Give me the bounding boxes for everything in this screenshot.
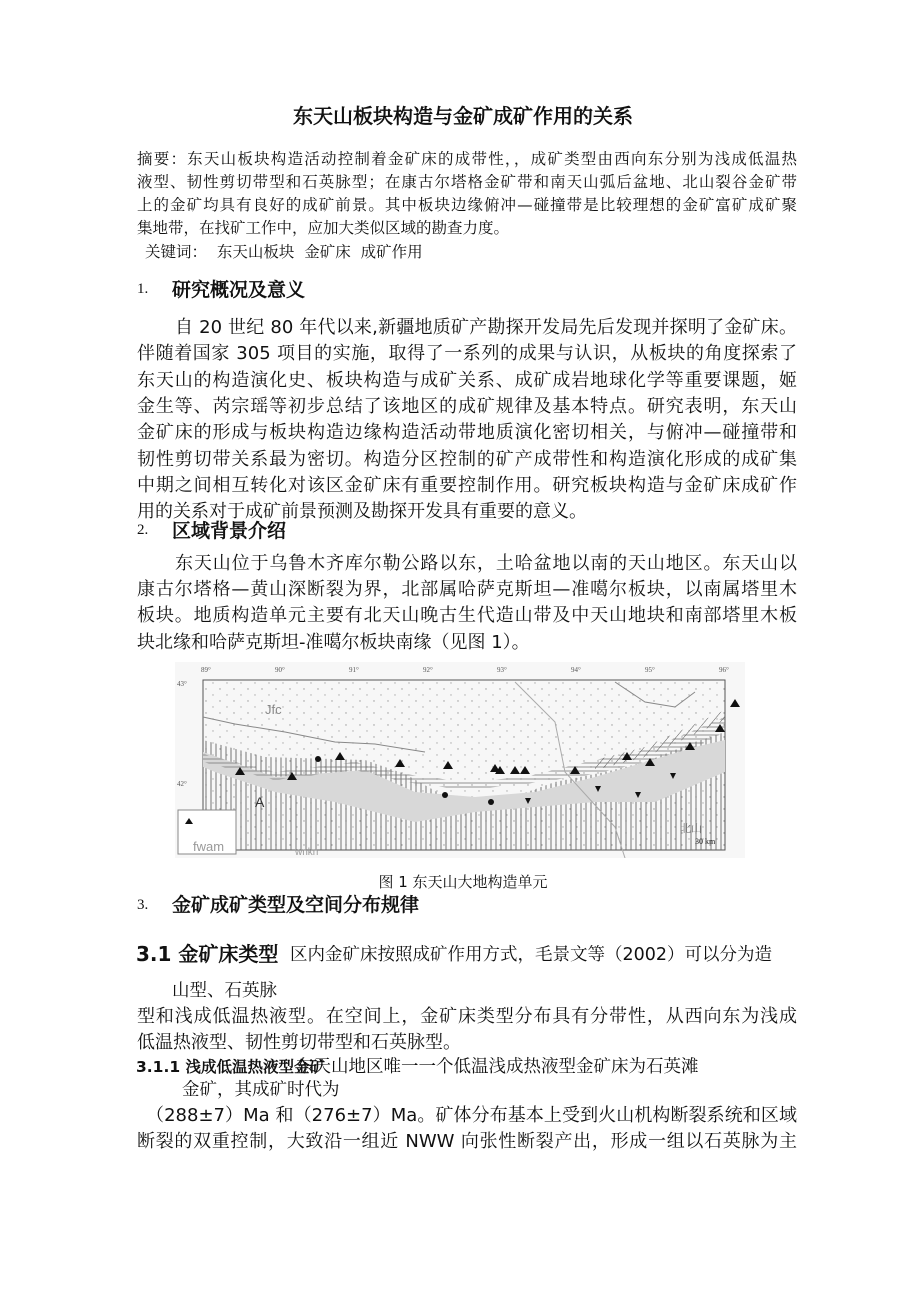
lon-tick: 92°	[423, 666, 433, 674]
paragraph-line: 康古尔塔格—黄山深断裂为界，北部属哈萨克斯坦—准噶尔板块，以南属塔里木	[137, 579, 797, 600]
paragraph-line: （288±7）Ma 和（276±7）Ma。矿体分布基本上受到火山机构断裂系统和区域	[146, 1105, 797, 1126]
paragraph-line: 型和浅成低温热液型。在空间上，金矿床类型分布具有分带性，从西向东为浅成	[137, 1006, 797, 1027]
map-label-jfc: Jfc	[265, 702, 282, 717]
map-label-fwam: fwam	[193, 839, 225, 854]
keywords: 关键词： 东天山板块 金矿床 成矿作用	[145, 243, 423, 261]
paragraph-line: 自 20 世纪 80 年代以来,新疆地质矿产勘探开发局先后发现并探明了金矿床。	[175, 317, 797, 338]
lat-tick: 42°	[177, 780, 187, 788]
paragraph-line: 东天山位于乌鲁木齐库尔勒公路以东，土哈盆地以南的天山地区。东天山以	[175, 553, 797, 574]
subsection-heading: 3.1 金矿床类型	[136, 942, 279, 966]
map-label-a: A	[255, 794, 265, 810]
map-label-wnkn: wnkn	[295, 847, 319, 858]
paragraph-line: 东天山地区唯一一个低温浅成热液型金矿床为石英滩	[296, 1057, 699, 1077]
section-number: 3.	[137, 897, 149, 913]
section-number: 2.	[137, 522, 149, 538]
abstract-line: 摘要：东天山板块构造活动控制着金矿床的成带性，，成矿类型由西向东分别为浅成低温热	[137, 150, 797, 168]
section-heading: 区域背景介绍	[172, 520, 287, 542]
abstract-line: 集地带，在找矿工作中，应加大类似区域的勘查力度。	[137, 219, 510, 237]
paragraph-line: 板块。地质构造单元主要有北天山晚古生代造山带及中天山地块和南部塔里木板	[137, 605, 797, 626]
section-number: 1.	[137, 281, 149, 297]
subsection-heading: 3.1.1 浅成低温热液型金矿	[136, 1058, 326, 1076]
map-label-beishan: 北山	[680, 822, 702, 835]
lon-tick: 90°	[275, 666, 285, 674]
abstract-line: 上的金矿均具有良好的成矿前景。其中板块边缘俯冲—碰撞带是比较理想的金矿富矿成矿聚	[137, 196, 797, 214]
tectonic-map-figure	[175, 662, 745, 858]
abstract-line: 液型、韧性剪切带型和石英脉型；在康古尔塔格金矿带和南天山弧后盆地、北山裂谷金矿带	[137, 173, 797, 191]
paragraph-line: 中期之间相互转化对该区金矿床有重要控制作用。研究板块构造与金矿床成矿作	[137, 475, 797, 496]
paragraph-line: 用的关系对于成矿前景预测及勘探开发具有重要的意义。	[137, 501, 587, 522]
lon-tick: 91°	[349, 666, 359, 674]
paragraph-line: 断裂的双重控制，大致沿一组近 NWW 向张性断裂产出，形成一组以石英脉为主	[137, 1131, 797, 1152]
figure-caption: 图 1 东天山大地构造单元	[378, 873, 548, 891]
section-heading: 金矿成矿类型及空间分布规律	[172, 894, 420, 916]
paragraph-line: 金矿，其成矿时代为	[182, 1080, 340, 1100]
paragraph-line: 韧性剪切带关系最为密切。构造分区控制的矿产成带性和构造演化形成的成矿集	[137, 449, 797, 470]
paragraph-line: 低温热液型、韧性剪切带型和石英脉型。	[137, 1032, 461, 1053]
paragraph-line: 伴随着国家 305 项目的实施，取得了一系列的成果与认识，从板块的角度探索了	[137, 343, 797, 364]
paragraph-line: 金生等、芮宗瑶等初步总结了该地区的成矿规律及基本特点。研究表明，东天山	[137, 396, 797, 417]
map-scale: 30 km	[695, 837, 716, 846]
paragraph-line: 区内金矿床按照成矿作用方式，毛景文等（2002）可以分为造	[290, 945, 773, 965]
lat-tick: 43°	[177, 680, 187, 688]
document-title: 东天山板块构造与金矿成矿作用的关系	[293, 104, 633, 128]
paragraph-line: 金矿床的形成与板块构造边缘构造活动带地质演化密切相关，与俯冲—碰撞带和	[137, 422, 797, 443]
lon-tick: 93°	[497, 666, 507, 674]
lon-tick: 95°	[645, 666, 655, 674]
paragraph-line: 山型、石英脉	[172, 981, 277, 1001]
lon-tick: 94°	[571, 666, 581, 674]
lon-tick: 89°	[201, 666, 211, 674]
lon-tick: 96°	[719, 666, 729, 674]
section-heading: 研究概况及意义	[172, 279, 306, 301]
paragraph-line: 东天山的构造演化史、板块构造与成矿关系、成矿成岩地球化学等重要课题，姬	[137, 370, 797, 391]
paragraph-line: 块北缘和哈萨克斯坦-准噶尔板块南缘（见图 1）。	[137, 632, 530, 653]
